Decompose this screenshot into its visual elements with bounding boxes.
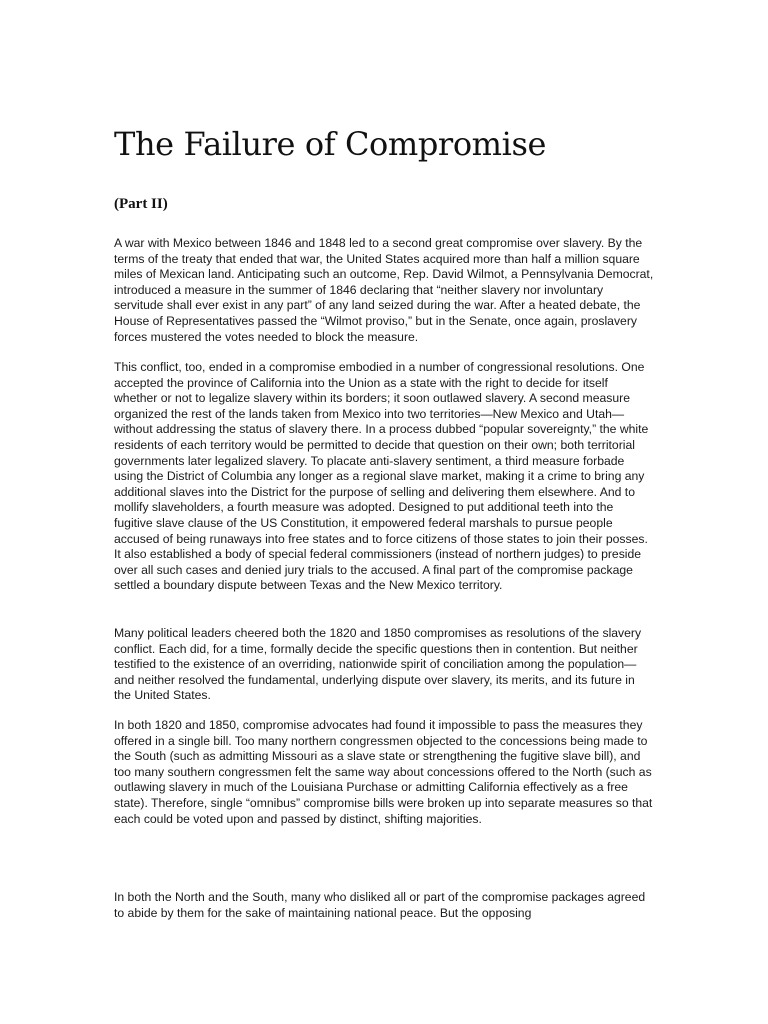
paragraph-1: A war with Mexico between 1846 and 1848 led to a second great compromise over slavery. By the terms of the treaty that ended that war, the United States acquired more than half a million square miles of Mexican land. Anticipating such an outcome, Rep. David Wilmot, a Pennsylvania Democrat, introduced a measure in the summer of 1846 declaring that “neither slavery nor involuntary servitude shall ever exist in any part” of any land seized during the war. After a heated debate, the House of Representatives passed the “Wilmot proviso,” but in the Senate, once again, proslavery forces mustered the votes needed to block the measure. [114,236,654,344]
paragraph-2: This conflict, too, ended in a compromise embodied in a number of congressional resolutions. One accepted the province of California into the Union as a state with the right to decide for itself whether or not to legalize slavery within its borders; it soon outlawed slavery. A second measure organized the rest of the lands taken from Mexico into two territories—New Mexico and Utah—without addressing the status of slavery there. In a process dubbed “popular sovereignty,” the white residents of each territory would be permitted to decide that question on their own; both territorial governments later legalized slavery. To placate anti-slavery sentiment, a third measure forbade using the District of Columbia any longer as a regional slave market, making it a crime to bring any additional slaves into the District for the purpose of selling and delivering them elsewhere. And to mollify slaveholders, a fourth measure was adopted. Designed to put additional teeth into the fugitive slave clause of the US Constitution, it empowered federal marshals to pursue people accused of being runaways into free states and to force citizens of those states to join their posses. It also established a body of special federal commissioners (instead of northern judges) to preside over all such cases and denied jury trials to the accused. A final part of the compromise package settled a boundary dispute between Texas and the New Mexico territory. [114,360,649,593]
page-subtitle: (Part II) [114,196,168,212]
page-title: The Failure of Compromise [114,125,547,163]
paragraph-4: In both 1820 and 1850, compromise advocates had found it impossible to pass the measures they offered in a single bill. Too many northern congressmen objected to the concessions being made to the South (such as admitting Missouri as a slave state or strengthening the fugitive slave bill), and too many southern congressmen felt the same way about concessions offered to the North (such as outlawing slavery in much of the Louisiana Purchase or admitting California effectively as a free state). Therefore, single “omnibus” compromise bills were broken up into separate measures so that each could be voted upon and passed by distinct, shifting majorities. [114,718,653,826]
paragraph-5: In both the North and the South, many who disliked all or part of the compromise packages agreed to abide by them for the sake of maintaining national peace. But the opposing [114,890,646,920]
paragraph-3: Many political leaders cheered both the 1820 and 1850 compromises as resolutions of the slavery conflict. Each did, for a time, formally decide the specific questions then in contention. But neither testified to the existence of an overriding, nationwide spirit of conciliation among the population—and neither resolved the fundamental, underlying dispute over slavery, its merits, and its future in the United States. [114,626,642,703]
